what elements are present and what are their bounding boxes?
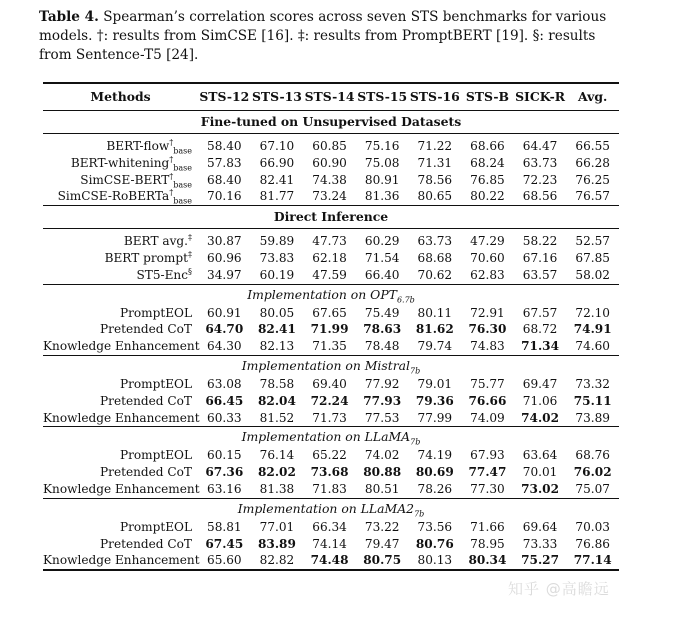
method-cell: [43, 393, 198, 410]
table-row: [43, 155, 619, 172]
method-name: Pretended CoT: [100, 536, 192, 551]
table-caption: [39, 8, 621, 65]
score-cell: 66.55: [575, 139, 610, 153]
score-cell: 67.10: [259, 139, 295, 153]
table-row: [43, 464, 619, 481]
score-cell: 63.16: [207, 481, 242, 496]
caption-label: Table 4.: [39, 9, 99, 25]
score-cell: 82.41: [258, 322, 296, 337]
table-row: [43, 172, 619, 189]
score-cell: 58.22: [522, 234, 558, 249]
score-cell: 63.08: [207, 376, 242, 391]
score-cell: 76.66: [468, 393, 507, 408]
score-cell: 74.19: [417, 448, 453, 463]
method-name: PromptEOL: [119, 305, 192, 320]
score-cell: 65.60: [198, 552, 251, 570]
header-sts12: STS-12: [198, 83, 251, 111]
method-cell: [43, 188, 198, 205]
score-cell: 70.60: [470, 250, 505, 265]
table-row: [43, 447, 619, 464]
score-cell: 58.40: [207, 139, 242, 153]
score-cell: 74.83: [470, 339, 505, 354]
score-cell: 68.24: [470, 155, 505, 170]
score-cell: 68.56: [522, 189, 558, 204]
score-cell: 81.36: [364, 189, 400, 204]
score-cell: 66.34: [312, 519, 347, 534]
table-row: [43, 376, 619, 393]
score-cell: 77.92: [364, 376, 400, 391]
score-cell: 64.30: [207, 339, 242, 354]
table-row: [43, 481, 619, 498]
method-name: PromptEOL: [119, 448, 192, 463]
method-name: Knowledge Enhancement: [43, 553, 200, 568]
score-cell: 80.11: [417, 305, 453, 320]
header-sts15: STS-15: [356, 83, 409, 111]
score-cell: 71.83: [312, 481, 347, 496]
method-cell: [43, 233, 198, 250]
method-name: Knowledge Enhancement: [43, 481, 200, 496]
score-cell: 71.73: [312, 410, 347, 425]
header-avg: Avg.: [566, 83, 619, 111]
table-row: [43, 305, 619, 322]
score-cell: 63.73: [417, 234, 453, 249]
subgroup-model-size: 7b: [410, 366, 421, 376]
score-cell: 68.40: [207, 172, 242, 187]
score-cell: 82.04: [258, 393, 296, 408]
score-cell: 58.81: [207, 519, 242, 534]
score-cell: 77.93: [363, 393, 402, 408]
method-name: BERT avg.: [123, 234, 188, 249]
subgroup-header-row: [43, 427, 619, 448]
table-body: [43, 111, 619, 571]
method-cell: [43, 464, 198, 481]
subgroup-header-row: [43, 355, 619, 376]
score-cell: 76.57: [575, 189, 610, 204]
method-cell: [43, 172, 198, 189]
score-cell: 80.51: [364, 481, 400, 496]
method-source-mark: †: [169, 137, 174, 147]
subgroup-title-cell: [43, 355, 619, 376]
method-size-suffix: base: [173, 163, 192, 173]
table-row: [43, 267, 619, 284]
caption-text: Spearman’s correlation scores across seven STS benchmarks for various models. †: results from SimCSE [16]. ‡: results from PromptBERT [19]. §: results from Sentence-T5 [24].: [39, 9, 607, 63]
score-cell: 66.90: [259, 155, 295, 170]
method-name: Pretended CoT: [100, 465, 192, 480]
section-title: Direct Inference: [43, 206, 619, 229]
score-cell: 79.74: [417, 339, 453, 354]
score-cell: 71.31: [417, 155, 453, 170]
score-cell: 73.22: [364, 519, 400, 534]
score-cell: 73.33: [522, 536, 558, 551]
subgroup-header-row: [43, 284, 619, 305]
header-sts16: STS-16: [409, 83, 462, 111]
score-cell: 77.47: [468, 465, 507, 480]
score-cell: 79.36: [415, 393, 454, 408]
score-cell: 76.85: [470, 172, 505, 187]
method-source-mark: †: [169, 188, 174, 198]
watermark: 知乎 @高瞻远: [508, 580, 610, 598]
score-cell: 74.60: [575, 339, 610, 354]
score-cell: 66.28: [575, 155, 610, 170]
score-cell: 81.77: [259, 189, 295, 204]
score-cell: 82.41: [259, 172, 295, 187]
method-source-mark: †: [169, 171, 174, 181]
method-cell: [43, 267, 198, 284]
score-cell: 69.47: [522, 376, 558, 391]
score-cell: 30.87: [207, 234, 242, 249]
results-table: [43, 82, 619, 571]
score-cell: 80.13: [409, 552, 462, 570]
score-cell: 67.85: [575, 250, 610, 265]
score-cell: 80.75: [356, 552, 409, 570]
score-cell: 66.40: [364, 267, 400, 282]
score-cell: 71.54: [364, 250, 400, 265]
score-cell: 67.57: [522, 305, 558, 320]
table-row: [43, 321, 619, 338]
score-cell: 81.62: [415, 322, 454, 337]
score-cell: 80.22: [470, 189, 505, 204]
header-stsb: STS-B: [461, 83, 514, 111]
score-cell: 72.23: [522, 172, 558, 187]
score-cell: 78.56: [417, 172, 453, 187]
score-cell: 73.56: [417, 519, 453, 534]
method-name: Pretended CoT: [100, 393, 192, 408]
score-cell: 73.83: [259, 250, 295, 265]
score-cell: 75.49: [364, 305, 400, 320]
method-name: Knowledge Enhancement: [43, 410, 200, 425]
score-cell: 78.26: [417, 481, 453, 496]
score-cell: 74.09: [470, 410, 505, 425]
score-cell: 71.06: [522, 393, 558, 408]
method-name: SimCSE-RoBERTa: [57, 189, 170, 204]
method-name: Knowledge Enhancement: [43, 339, 200, 354]
table-row: [43, 519, 619, 536]
score-cell: 77.01: [259, 519, 295, 534]
method-size-suffix: base: [173, 196, 192, 206]
method-cell: [43, 552, 198, 570]
score-cell: 73.89: [575, 410, 610, 425]
table-row: [43, 536, 619, 553]
method-source-mark: ‡: [188, 233, 192, 243]
score-cell: 73.32: [575, 376, 610, 391]
score-cell: 74.38: [312, 172, 347, 187]
table-row: [43, 250, 619, 267]
section-title: Fine-tuned on Unsupervised Datasets: [43, 111, 619, 134]
score-cell: 77.99: [417, 410, 453, 425]
method-cell: [43, 447, 198, 464]
score-cell: 68.68: [417, 250, 453, 265]
score-cell: 71.22: [417, 139, 453, 153]
subgroup-title: Implementation on LLaMA2: [237, 500, 415, 516]
score-cell: 59.89: [259, 234, 295, 249]
table-row: [43, 338, 619, 355]
score-cell: 64.70: [205, 322, 244, 337]
score-cell: 78.95: [470, 536, 505, 551]
score-cell: 81.38: [259, 481, 295, 496]
method-cell: [43, 305, 198, 322]
score-cell: 60.19: [259, 267, 295, 282]
table-row: [43, 552, 619, 570]
method-cell: [43, 155, 198, 172]
score-cell: 60.85: [312, 139, 347, 153]
score-cell: 82.02: [258, 465, 296, 480]
score-cell: 74.48: [303, 552, 356, 570]
method-name: BERT prompt: [104, 250, 188, 265]
score-cell: 71.35: [312, 339, 347, 354]
score-cell: 80.88: [363, 465, 402, 480]
score-cell: 64.47: [522, 139, 558, 153]
score-cell: 62.83: [470, 267, 505, 282]
score-cell: 73.68: [310, 465, 349, 480]
method-name: Pretended CoT: [100, 322, 192, 337]
score-cell: 60.96: [207, 250, 242, 265]
method-source-mark: ‡: [188, 249, 192, 259]
score-cell: 47.73: [312, 234, 347, 249]
score-cell: 82.13: [259, 339, 295, 354]
score-cell: 67.65: [312, 305, 347, 320]
score-cell: 74.14: [312, 536, 347, 551]
score-cell: 74.91: [573, 322, 612, 337]
score-cell: 68.72: [522, 322, 558, 337]
score-cell: 76.30: [468, 322, 507, 337]
header-row: [43, 83, 619, 111]
score-cell: 80.05: [259, 305, 295, 320]
method-cell: [43, 481, 198, 498]
score-cell: 77.30: [470, 481, 505, 496]
score-cell: 57.83: [207, 155, 242, 170]
score-cell: 81.52: [259, 410, 295, 425]
score-cell: 60.91: [207, 305, 242, 320]
score-cell: 74.02: [521, 410, 559, 425]
score-cell: 75.08: [364, 155, 400, 170]
header-methods: Methods: [43, 83, 198, 111]
method-cell: [43, 321, 198, 338]
score-cell: 68.66: [470, 139, 505, 153]
score-cell: 80.34: [461, 552, 514, 570]
method-name: ST5-Enc: [136, 267, 188, 282]
score-cell: 76.86: [575, 536, 610, 551]
subgroup-model-size: 6.7b: [396, 295, 415, 305]
score-cell: 60.29: [364, 234, 400, 249]
method-cell: [43, 410, 198, 427]
method-name: SimCSE-BERT: [80, 172, 170, 187]
table-row: [43, 188, 619, 205]
score-cell: 70.03: [575, 519, 610, 534]
score-cell: 78.63: [363, 322, 402, 337]
score-cell: 75.77: [470, 376, 505, 391]
subgroup-title-cell: [43, 427, 619, 448]
method-cell: [43, 338, 198, 355]
score-cell: 70.01: [522, 465, 558, 480]
score-cell: 76.25: [575, 172, 610, 187]
score-cell: 80.69: [415, 465, 454, 480]
score-cell: 72.91: [470, 305, 505, 320]
method-cell: [43, 519, 198, 536]
score-cell: 62.18: [312, 250, 347, 265]
section-header-row: [43, 206, 619, 229]
score-cell: 67.16: [522, 250, 558, 265]
score-cell: 80.76: [415, 536, 454, 551]
header-sts14: STS-14: [303, 83, 356, 111]
method-size-suffix: base: [173, 180, 192, 189]
score-cell: 74.02: [364, 448, 400, 463]
table-row: [43, 393, 619, 410]
score-cell: 69.40: [312, 376, 347, 391]
score-cell: 75.27: [514, 552, 567, 570]
score-cell: 77.53: [364, 410, 400, 425]
method-name: BERT-flow: [106, 139, 170, 153]
subgroup-title: Implementation on OPT: [247, 286, 397, 302]
score-cell: 82.82: [251, 552, 304, 570]
score-cell: 72.10: [575, 305, 610, 320]
method-cell: [43, 536, 198, 553]
score-cell: 73.24: [312, 189, 347, 204]
score-cell: 79.01: [417, 376, 453, 391]
subgroup-title-cell: [43, 284, 619, 305]
table-row: [43, 138, 619, 155]
score-cell: 67.36: [205, 465, 244, 480]
section-header-row: [43, 111, 619, 134]
score-cell: 65.22: [312, 448, 347, 463]
score-cell: 71.99: [310, 322, 349, 337]
score-cell: 80.65: [417, 189, 453, 204]
score-cell: 47.29: [470, 234, 505, 249]
results-table-container: [43, 82, 619, 571]
score-cell: 78.58: [259, 376, 295, 391]
score-cell: 78.48: [364, 339, 400, 354]
score-cell: 34.97: [207, 267, 242, 282]
subgroup-model-size: 7b: [414, 509, 425, 519]
score-cell: 73.02: [521, 481, 559, 496]
method-name: PromptEOL: [119, 376, 192, 391]
score-cell: 60.15: [207, 448, 242, 463]
score-cell: 58.02: [575, 267, 610, 282]
score-cell: 47.59: [312, 267, 347, 282]
score-cell: 66.45: [205, 393, 244, 408]
score-cell: 76.14: [259, 448, 295, 463]
method-source-mark: †: [169, 154, 174, 164]
header-sts13: STS-13: [251, 83, 304, 111]
score-cell: 60.90: [312, 155, 347, 170]
score-cell: 75.07: [575, 481, 610, 496]
score-cell: 72.24: [310, 393, 349, 408]
subgroup-title: Implementation on Mistral: [241, 357, 411, 373]
method-cell: [43, 376, 198, 393]
score-cell: 52.57: [575, 234, 610, 249]
subgroup-title: Implementation on LLaMA: [241, 429, 411, 445]
subgroup-title-cell: [43, 498, 619, 519]
score-cell: 63.57: [522, 267, 558, 282]
subgroup-header-row: [43, 498, 619, 519]
score-cell: 70.16: [207, 189, 242, 204]
score-cell: 77.14: [566, 552, 619, 570]
table-row: [43, 233, 619, 250]
score-cell: 67.45: [205, 536, 244, 551]
score-cell: 69.64: [522, 519, 558, 534]
score-cell: 67.93: [470, 448, 505, 463]
method-name: BERT-whitening: [70, 155, 170, 170]
score-cell: 80.91: [364, 172, 400, 187]
score-cell: 83.89: [258, 536, 296, 551]
table-row: [43, 410, 619, 427]
score-cell: 75.11: [573, 393, 612, 408]
score-cell: 70.62: [417, 267, 453, 282]
method-cell: [43, 138, 198, 155]
score-cell: 75.16: [364, 139, 400, 153]
score-cell: 68.76: [575, 448, 610, 463]
score-cell: 63.73: [522, 155, 558, 170]
subgroup-model-size: 7b: [410, 437, 421, 447]
score-cell: 79.47: [364, 536, 400, 551]
method-cell: [43, 250, 198, 267]
score-cell: 71.66: [470, 519, 505, 534]
score-cell: 63.64: [522, 448, 558, 463]
method-name: PromptEOL: [119, 519, 192, 534]
score-cell: 71.34: [521, 339, 559, 354]
score-cell: 60.33: [207, 410, 242, 425]
header-sickr: SICK-R: [514, 83, 567, 111]
method-size-suffix: base: [173, 146, 192, 156]
method-source-mark: §: [188, 266, 192, 276]
score-cell: 76.02: [573, 465, 612, 480]
